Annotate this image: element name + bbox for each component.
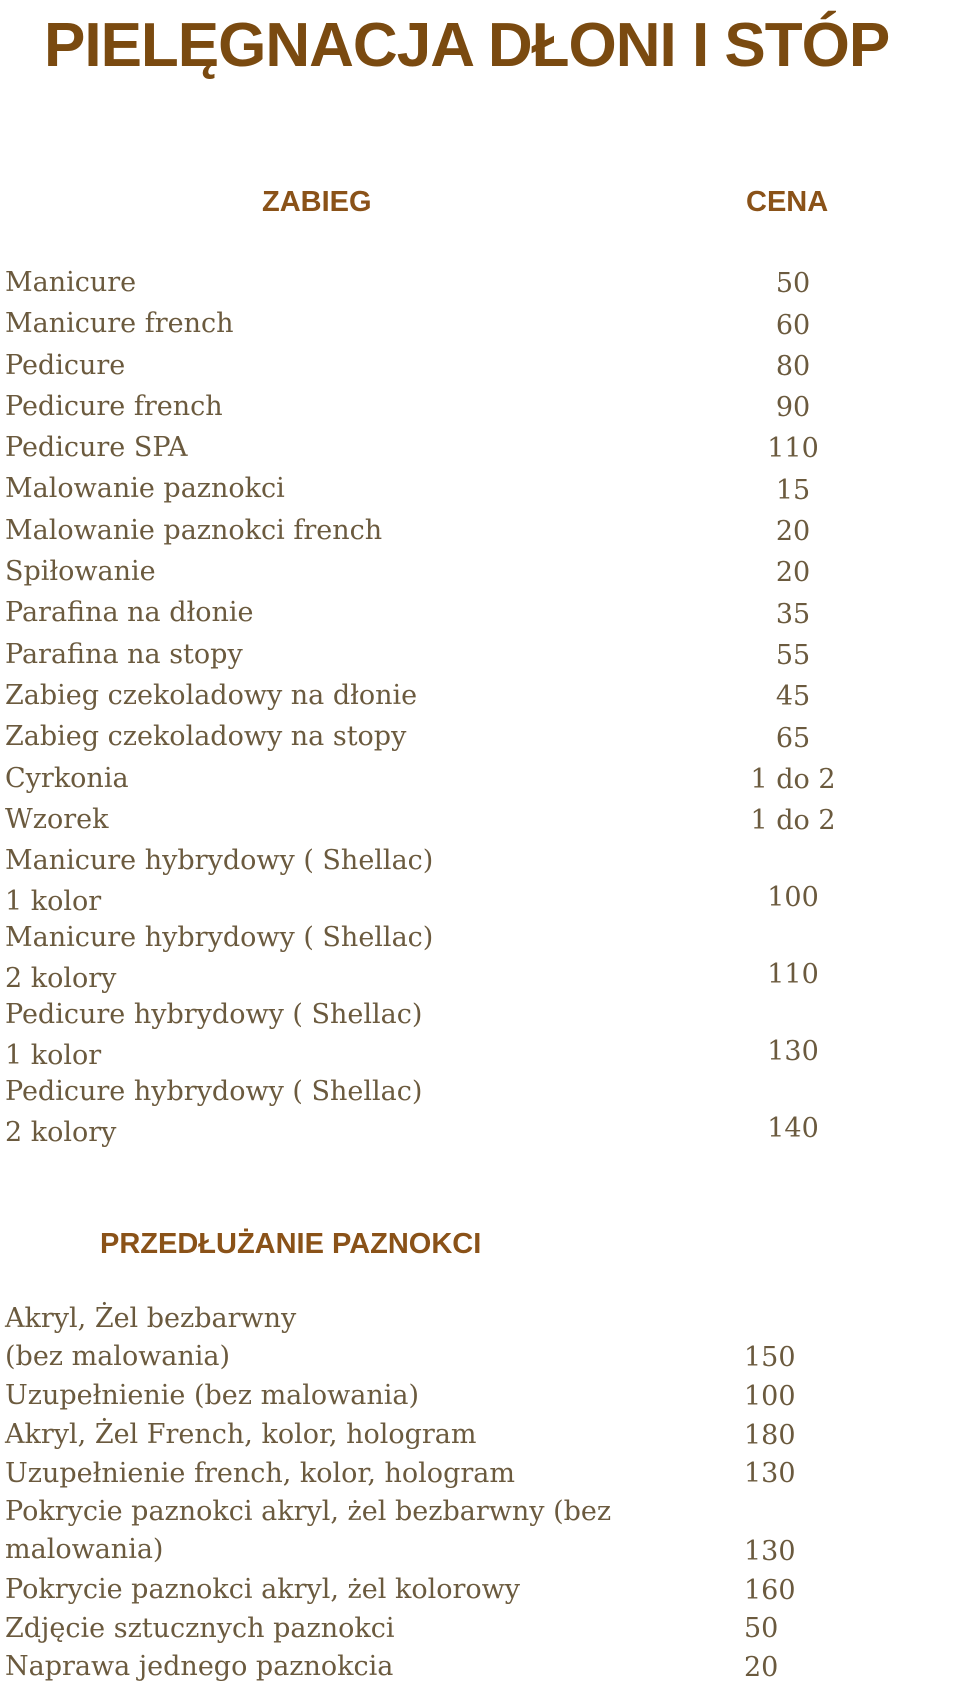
service-name: Naprawa jednego paznokcia [5, 1651, 394, 1683]
service-name-continued: 2 kolory [5, 963, 117, 995]
price-list-row [5, 510, 905, 551]
price-list-row [5, 716, 905, 757]
service-name: Parafina na stopy [5, 638, 243, 670]
service-price: 110 [767, 959, 819, 991]
price-list-row [5, 1571, 905, 1610]
service-name: Wzorek [5, 803, 109, 835]
service-name: Manicure french [5, 308, 234, 340]
price-list-row [5, 758, 905, 799]
page-title: PIELĘGNACJA DŁONI I STÓP [44, 11, 890, 80]
service-name: Spiłowanie [5, 556, 156, 588]
service-price: 130 [744, 1535, 796, 1567]
service-price: 20 [775, 557, 811, 589]
service-name: Uzupełnienie french, kolor, hologram [5, 1457, 515, 1489]
service-price: 15 [775, 474, 811, 506]
service-name-continued: 2 kolory [5, 1117, 117, 1149]
service-name: Pedicure [5, 349, 126, 381]
service-price: 65 [775, 722, 811, 754]
service-name-continued: malowania) [5, 1534, 164, 1566]
price-list-row [5, 917, 905, 994]
price-list-row [5, 592, 905, 633]
service-name-continued: (bez malowania) [5, 1341, 231, 1372]
service-price: 100 [767, 882, 819, 914]
price-list-row [5, 427, 905, 468]
service-price: 130 [767, 1036, 819, 1068]
price-list-row [5, 994, 905, 1071]
service-price: 20 [775, 516, 811, 548]
price-list-row [5, 551, 905, 592]
price-list-row [5, 799, 905, 840]
service-price: 35 [775, 598, 811, 630]
service-price: 100 [744, 1381, 796, 1413]
services-price-list [5, 262, 905, 1148]
price-list-row [5, 1416, 905, 1455]
service-name: Manicure hybrydowy ( Shellac) [5, 845, 434, 877]
price-list-row [5, 1377, 905, 1416]
price-list-row [5, 634, 905, 675]
service-price: 90 [775, 392, 811, 424]
price-list-row [5, 675, 905, 716]
service-name: Akryl, Żel bezbarwny [5, 1303, 297, 1334]
service-price: 45 [775, 681, 811, 713]
service-price: 50 [775, 268, 811, 300]
service-price: 150 [744, 1342, 796, 1374]
price-list-row [5, 262, 905, 303]
price-list-row [5, 1610, 905, 1649]
price-list-row [5, 1648, 905, 1687]
service-price: 80 [775, 350, 811, 382]
price-list-row [5, 345, 905, 386]
column-header-price: CENA [746, 186, 829, 218]
price-list-row [5, 1493, 905, 1570]
service-name: Manicure hybrydowy ( Shellac) [5, 922, 434, 954]
service-name: Pedicure SPA [5, 432, 188, 464]
column-header-service: ZABIEG [262, 186, 372, 218]
extension-price-list [5, 1300, 905, 1687]
service-price: 180 [744, 1419, 796, 1451]
service-name: Pedicure hybrydowy ( Shellac) [5, 999, 423, 1031]
price-list-row [5, 1455, 905, 1494]
service-name: Pokrycie paznokci akryl, żel kolorowy [5, 1573, 520, 1605]
price-list-row [5, 1071, 905, 1148]
price-list-row [5, 468, 905, 509]
service-price: 140 [767, 1113, 819, 1145]
service-name: Akryl, Żel French, kolor, hologram [5, 1419, 477, 1451]
service-price: 1 do 2 [750, 763, 836, 795]
service-name: Zdjęcie sztucznych paznokci [5, 1612, 395, 1644]
service-price: 50 [744, 1613, 779, 1645]
service-name: Uzupełnienie (bez malowania) [5, 1380, 420, 1412]
service-name: Manicure [5, 267, 137, 298]
service-price: 110 [767, 433, 819, 465]
service-name: Pedicure hybrydowy ( Shellac) [5, 1076, 423, 1108]
service-price: 1 do 2 [750, 805, 836, 837]
price-list-row [5, 386, 905, 427]
price-list-row [5, 303, 905, 344]
service-name: Malowanie paznokci [5, 473, 285, 505]
service-price: 55 [775, 639, 811, 671]
price-list-row [5, 1300, 905, 1377]
price-list-row [5, 840, 905, 917]
service-name: Pokrycie paznokci akryl, żel bezbarwny (bez [5, 1496, 612, 1528]
service-name: Malowanie paznokci french [5, 514, 383, 546]
service-name: Parafina na dłonie [5, 597, 254, 629]
service-name: Pedicure french [5, 390, 223, 422]
service-price: 130 [744, 1458, 796, 1490]
service-name-continued: 1 kolor [5, 1040, 102, 1072]
service-name: Zabieg czekoladowy na stopy [5, 721, 407, 753]
service-price: 60 [775, 309, 811, 341]
section-title-extension: PRZEDŁUŻANIE PAZNOKCI [100, 1228, 482, 1260]
service-price: 160 [744, 1574, 796, 1606]
service-price: 20 [744, 1651, 779, 1683]
service-name: Cyrkonia [5, 762, 129, 794]
service-name-continued: 1 kolor [5, 886, 102, 918]
service-name: Zabieg czekoladowy na dłonie [5, 679, 418, 711]
